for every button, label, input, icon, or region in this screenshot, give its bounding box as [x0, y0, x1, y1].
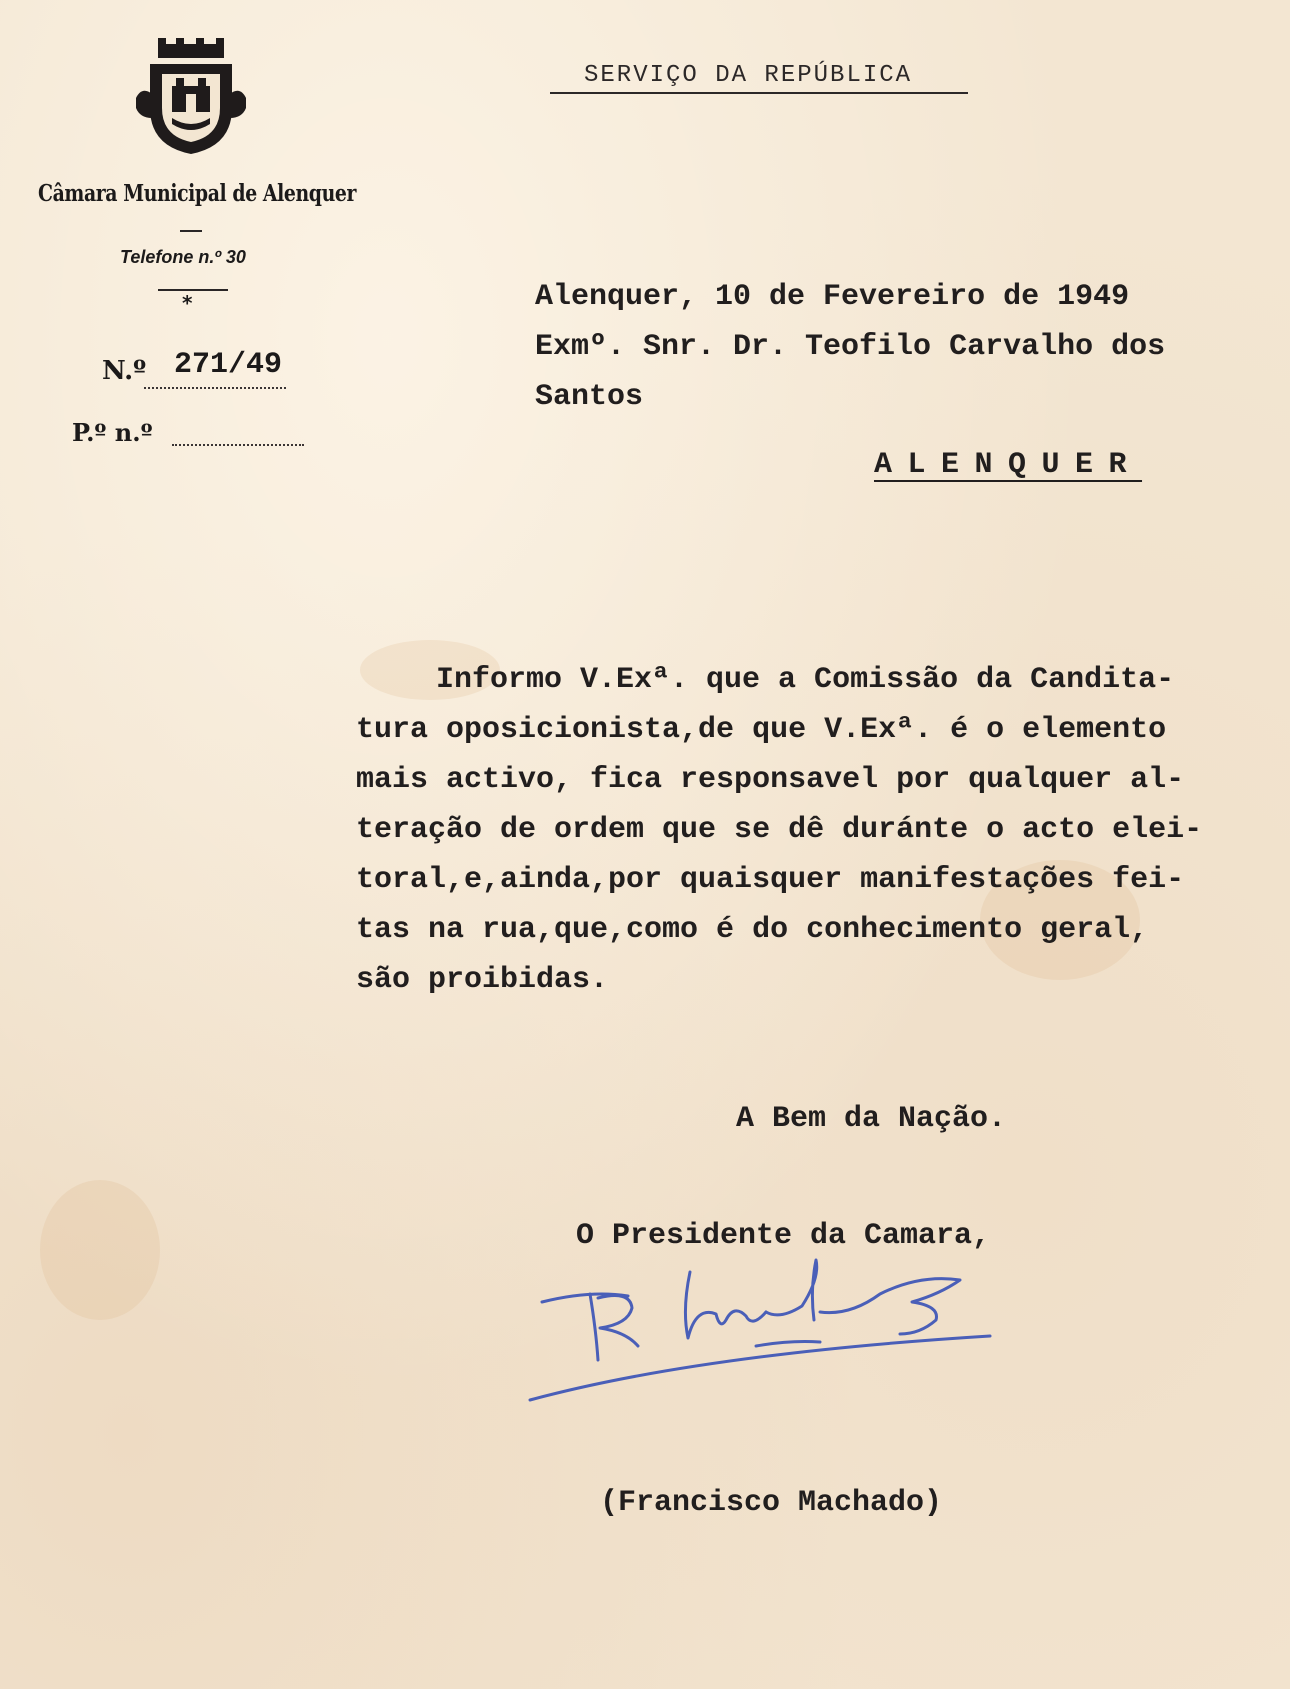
municipality-name: Câmara Municipal de Alenquer — [38, 180, 357, 207]
body-line: mais activo, fica responsavel por qualquer al- — [356, 763, 1185, 797]
letterhead-divider — [180, 230, 202, 232]
process-number-label: P.º n.º — [72, 418, 153, 447]
addressee-line: Santos — [535, 380, 644, 414]
phone-number: Telefone n.º 30 — [120, 247, 246, 267]
addressee-line: Exmº. Snr. Dr. Teofilo Carvalho dos — [535, 330, 1166, 364]
signer-name: (Francisco Machado) — [600, 1486, 943, 1520]
body-line: Informo V.Exª. que a Comissão da Candita- — [436, 663, 1175, 697]
signer-title: O Presidente da Camara, — [576, 1219, 991, 1253]
reference-number-value: 271/49 — [174, 348, 283, 382]
body-line: são proibidas. — [356, 963, 609, 997]
service-header: SERVIÇO DA REPÚBLICA — [584, 62, 913, 89]
date-line: Alenquer, 10 de Fevereiro de 1949 — [535, 280, 1130, 314]
process-number-line — [172, 444, 304, 446]
body-line: tas na rua,que,como é do conhecimento geral, — [356, 913, 1149, 947]
body-line: teração de ordem que se dê duránte o acto elei- — [356, 813, 1203, 847]
service-header-rule — [550, 92, 968, 94]
body-line: toral,e,ainda,por quaisquer manifestações fei- — [356, 863, 1185, 897]
letter-body — [356, 663, 1276, 1013]
handwritten-signature — [520, 1250, 1040, 1420]
letterhead-divider — [158, 289, 228, 291]
municipal-crest-icon — [132, 38, 250, 156]
asterisk-mark: * — [182, 291, 193, 315]
paper-stain — [40, 1180, 160, 1320]
reference-number-label: N.º — [102, 356, 147, 386]
body-line: tura oposicionista,de que V.Exª. é o elemento — [356, 713, 1167, 747]
destination-city: ALENQUER — [874, 448, 1143, 482]
reference-number-line — [144, 387, 286, 389]
closing-salutation: A Bem da Nação. — [736, 1102, 1007, 1136]
